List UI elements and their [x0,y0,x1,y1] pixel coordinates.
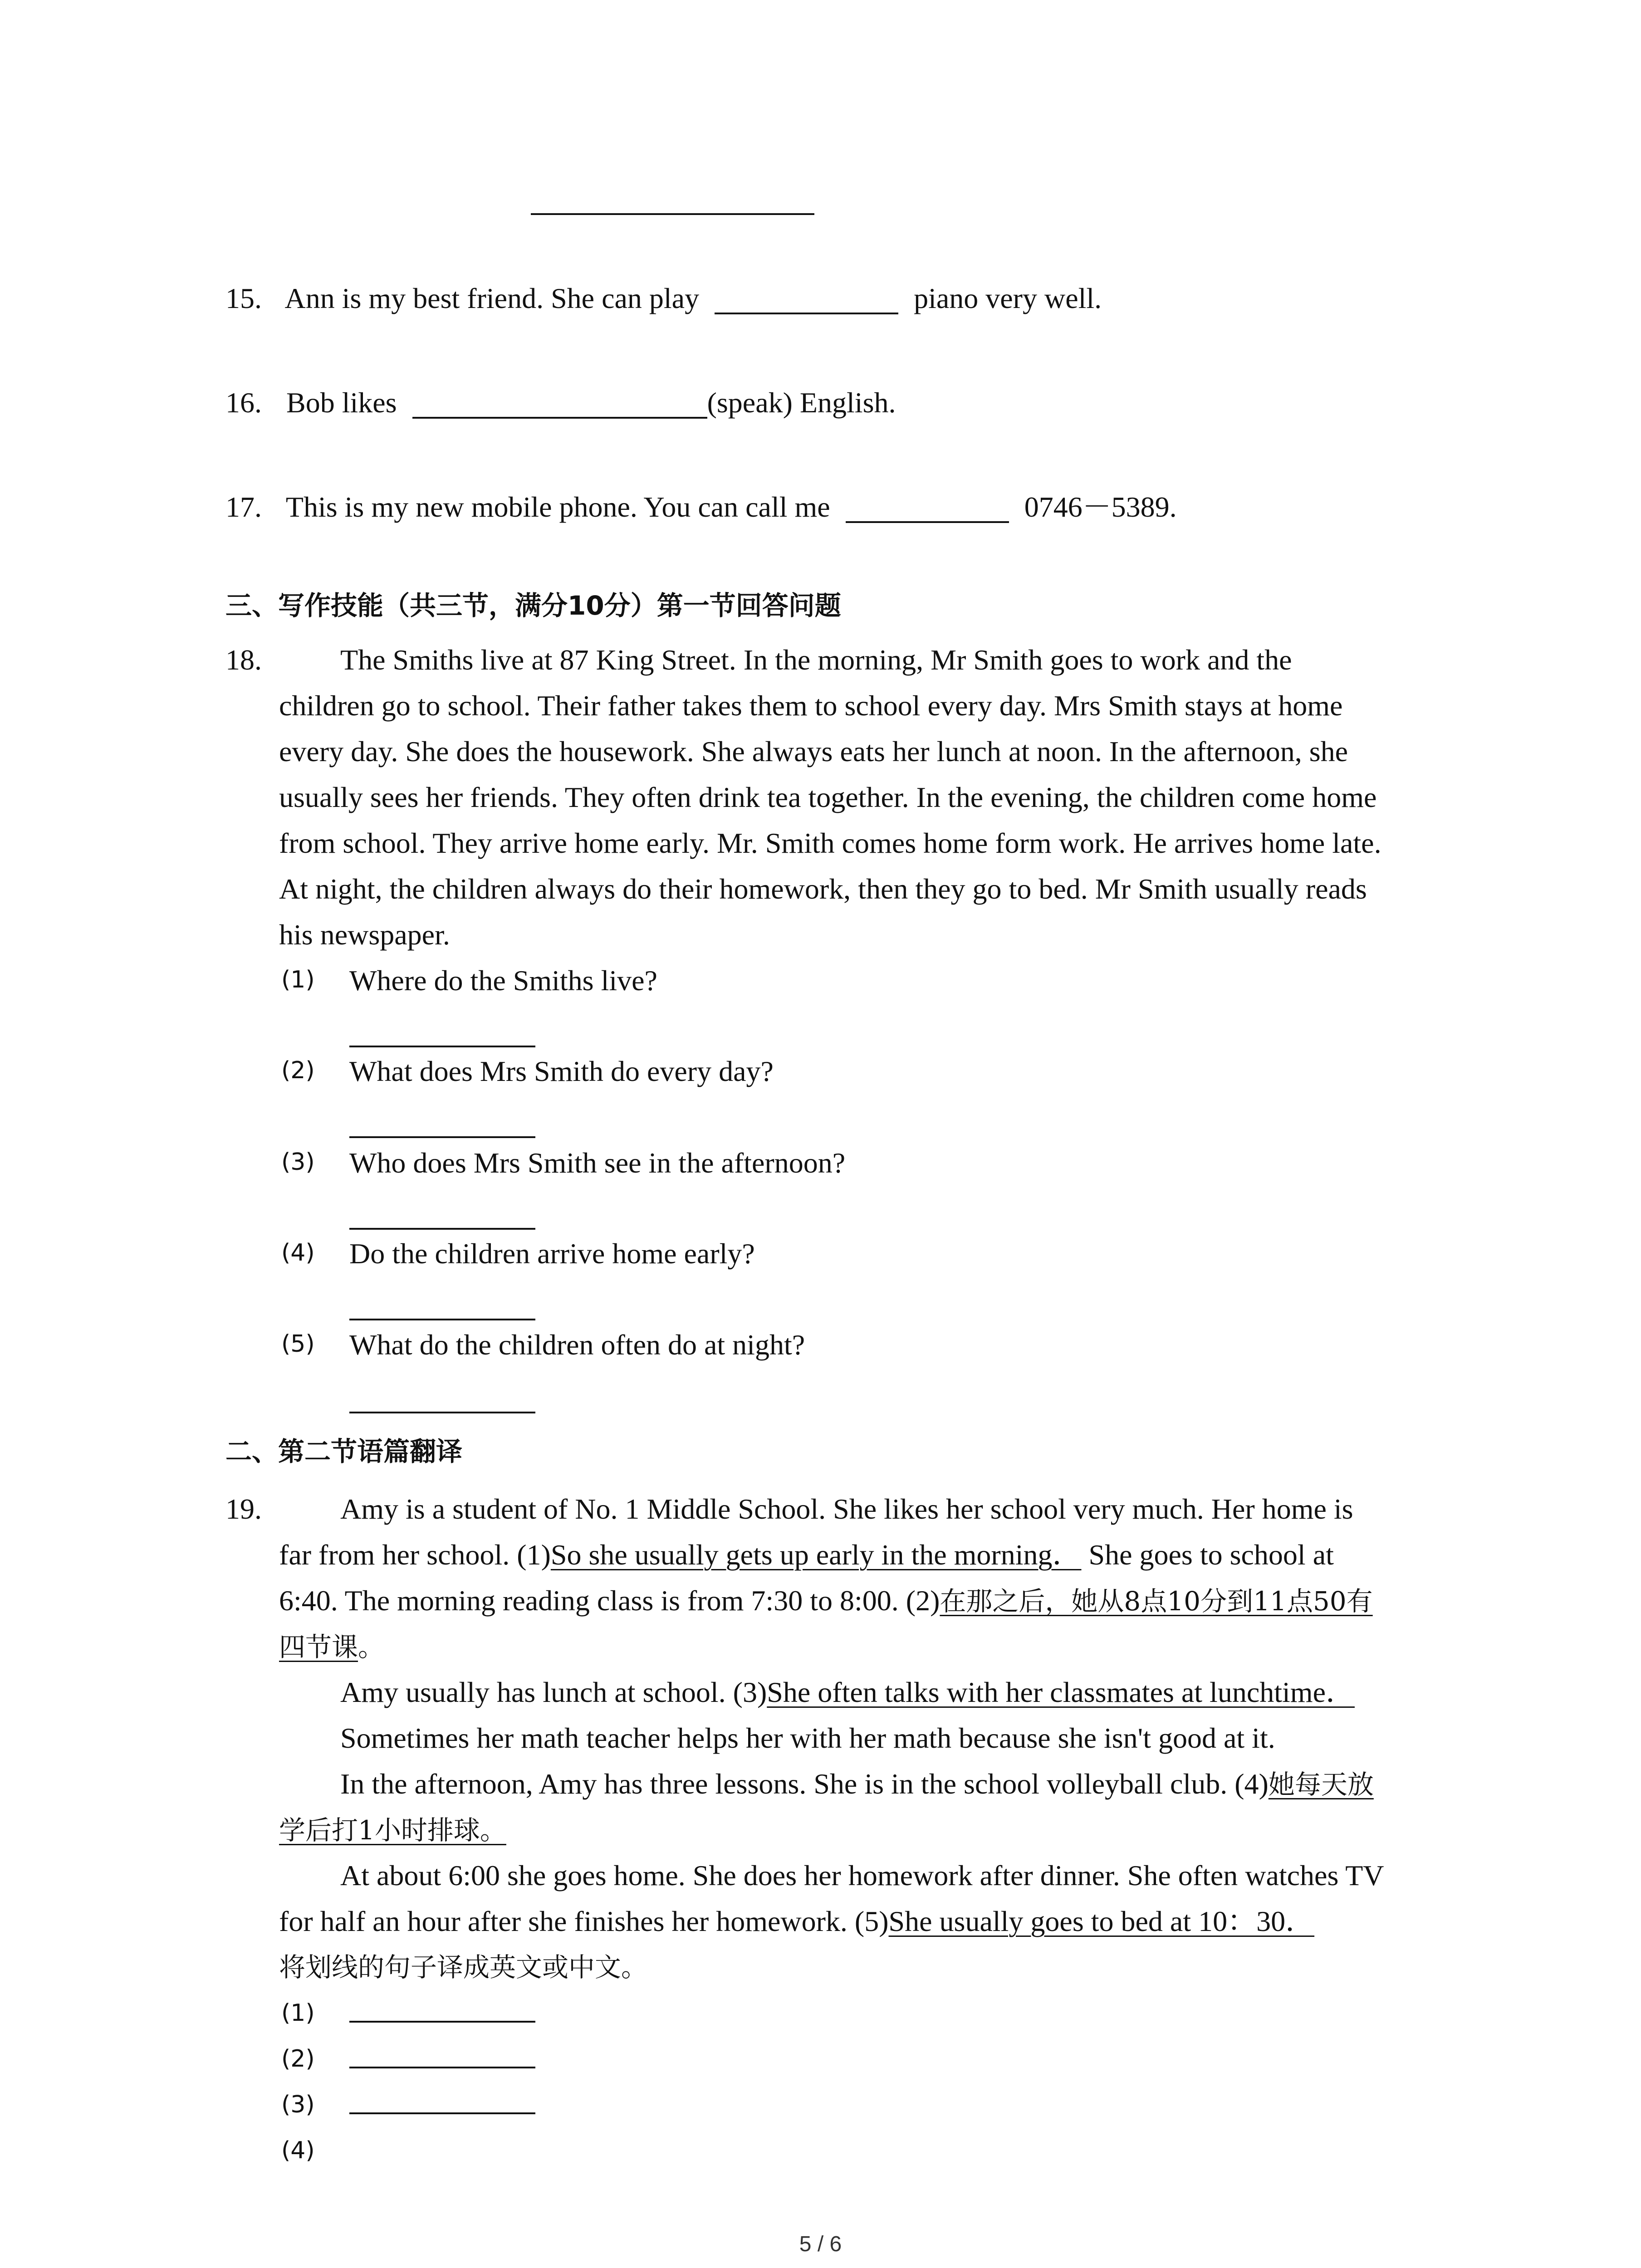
passage-text: 6:40. The morning reading class is from 7:30 to 8:00. (2) [279,1584,940,1617]
section-heading-translation: 二、第二节语篇翻译 [225,1436,463,1467]
passage-text: far from her school. (1) [279,1539,551,1571]
subquestion-label: (2) [281,1057,315,1084]
passage-line [279,1532,1334,1578]
question-15 [225,276,1102,321]
passage-line: his newspaper. [279,919,450,951]
answer-label: (4) [281,2137,315,2164]
answer-label: (1) [281,1999,315,2027]
passage-line [279,1578,1373,1624]
passage-text: Amy usually has lunch at school. (3) [340,1676,767,1708]
answer-line[interactable] [349,2067,535,2068]
answer-blank[interactable] [412,384,707,419]
passage-line: Sometimes her math teacher helps her with her math because she isn't good at it. [340,1722,1275,1754]
underlined-sentence-2-cont: 四节课 [279,1632,358,1662]
passage-line [279,1807,506,1853]
subquestion-text: Where do the Smiths live? [349,964,657,997]
answer-line[interactable] [349,2112,535,2114]
passage-line: At about 6:00 she goes home. She does her homework after dinner. She often watches TV [340,1859,1384,1892]
answer-label: (3) [281,2091,315,2118]
underlined-sentence-4: 她每天放 [1268,1769,1374,1800]
subquestion-label: (3) [281,1149,315,1176]
subquestion-label: (4) [281,1239,315,1266]
answer-line[interactable] [349,1319,535,1320]
question-16 [225,380,896,425]
question-text: Bob likes [286,386,397,419]
question-text: piano very well. [914,282,1102,314]
passage-line [279,1899,1314,1944]
underlined-sentence-2: 在那之后，她从8点10分到11点50有 [940,1586,1373,1617]
question-number: 16. [225,386,262,419]
answer-line[interactable] [349,1136,535,1138]
question-text: (speak) English. [707,386,896,419]
passage-line: Amy is a student of No. 1 Middle School. She likes her school very much. Her home is [340,1493,1353,1525]
question-text: 0746－5389. [1024,491,1177,523]
underlined-sentence-1: So she usually gets up early in the morning． [550,1539,1082,1571]
passage-line: The Smiths live at 87 King Street. In the morning, Mr Smith goes to work and the [340,644,1292,676]
passage-line: every day. She does the housework. She always eats her lunch at noon. In the afternoon, she [279,735,1348,767]
passage-line: children go to school. Their father takes them to school every day. Mrs Smith stays at home [279,689,1343,722]
instruction: 将划线的句子译成英文或中文。 [279,1952,648,1983]
answer-line[interactable] [349,1228,535,1230]
question-number: 15. [225,282,262,314]
question-number-19: 19. [225,1493,262,1525]
question-number: 17. [225,491,262,523]
underlined-sentence-5: She usually goes to bed at 10：30． [888,1905,1315,1937]
subquestion-text: Do the children arrive home early? [349,1237,755,1270]
page-number: 5 / 6 [799,2232,842,2256]
passage-line [340,1670,1355,1715]
passage-text: She goes to school at [1081,1539,1334,1571]
question-text: This is my new mobile phone. You can call me [285,491,830,523]
subquestion-label: (5) [281,1330,315,1358]
subquestion-label: (1) [281,966,315,993]
passage-text: 。 [358,1632,385,1662]
underlined-sentence-3: She often talks with her classmates at lunchtime． [767,1676,1355,1708]
subquestion-text: What does Mrs Smith do every day? [349,1055,774,1087]
answer-line[interactable] [349,1412,535,1413]
question-number-18: 18. [225,644,262,676]
subquestion-text: What do the children often do at night? [349,1329,805,1361]
section-heading-writing: 三、写作技能（共三节，满分10分）第一节回答问题 [225,590,841,621]
underlined-sentence-4-cont: 学后打1小时排球。 [279,1815,506,1846]
passage-line [340,1761,1374,1807]
answer-label: (2) [281,2045,315,2072]
answer-line[interactable] [349,1046,535,1047]
passage-line: from school. They arrive home early. Mr. Smith comes home form work. He arrives home late. [279,827,1381,859]
passage-text: In the afternoon, Amy has three lessons. She is in the school volleyball club. (4) [340,1768,1269,1800]
passage-line: At night, the children always do their homework, then they go to bed. Mr Smith usually reads [279,873,1367,905]
passage-line [279,1624,384,1670]
answer-blank[interactable] [846,489,1009,523]
question-text: Ann is my best friend. She can play [284,282,700,314]
answer-line[interactable] [349,2021,535,2023]
passage-text: for half an hour after she finishes her homework. (5) [279,1905,889,1937]
answer-line-top[interactable] [531,213,814,215]
question-17 [225,484,1177,530]
subquestion-text: Who does Mrs Smith see in the afternoon? [349,1147,846,1179]
passage-line: usually sees her friends. They often drink tea together. In the evening, the children come home [279,781,1377,813]
answer-blank[interactable] [715,280,898,314]
